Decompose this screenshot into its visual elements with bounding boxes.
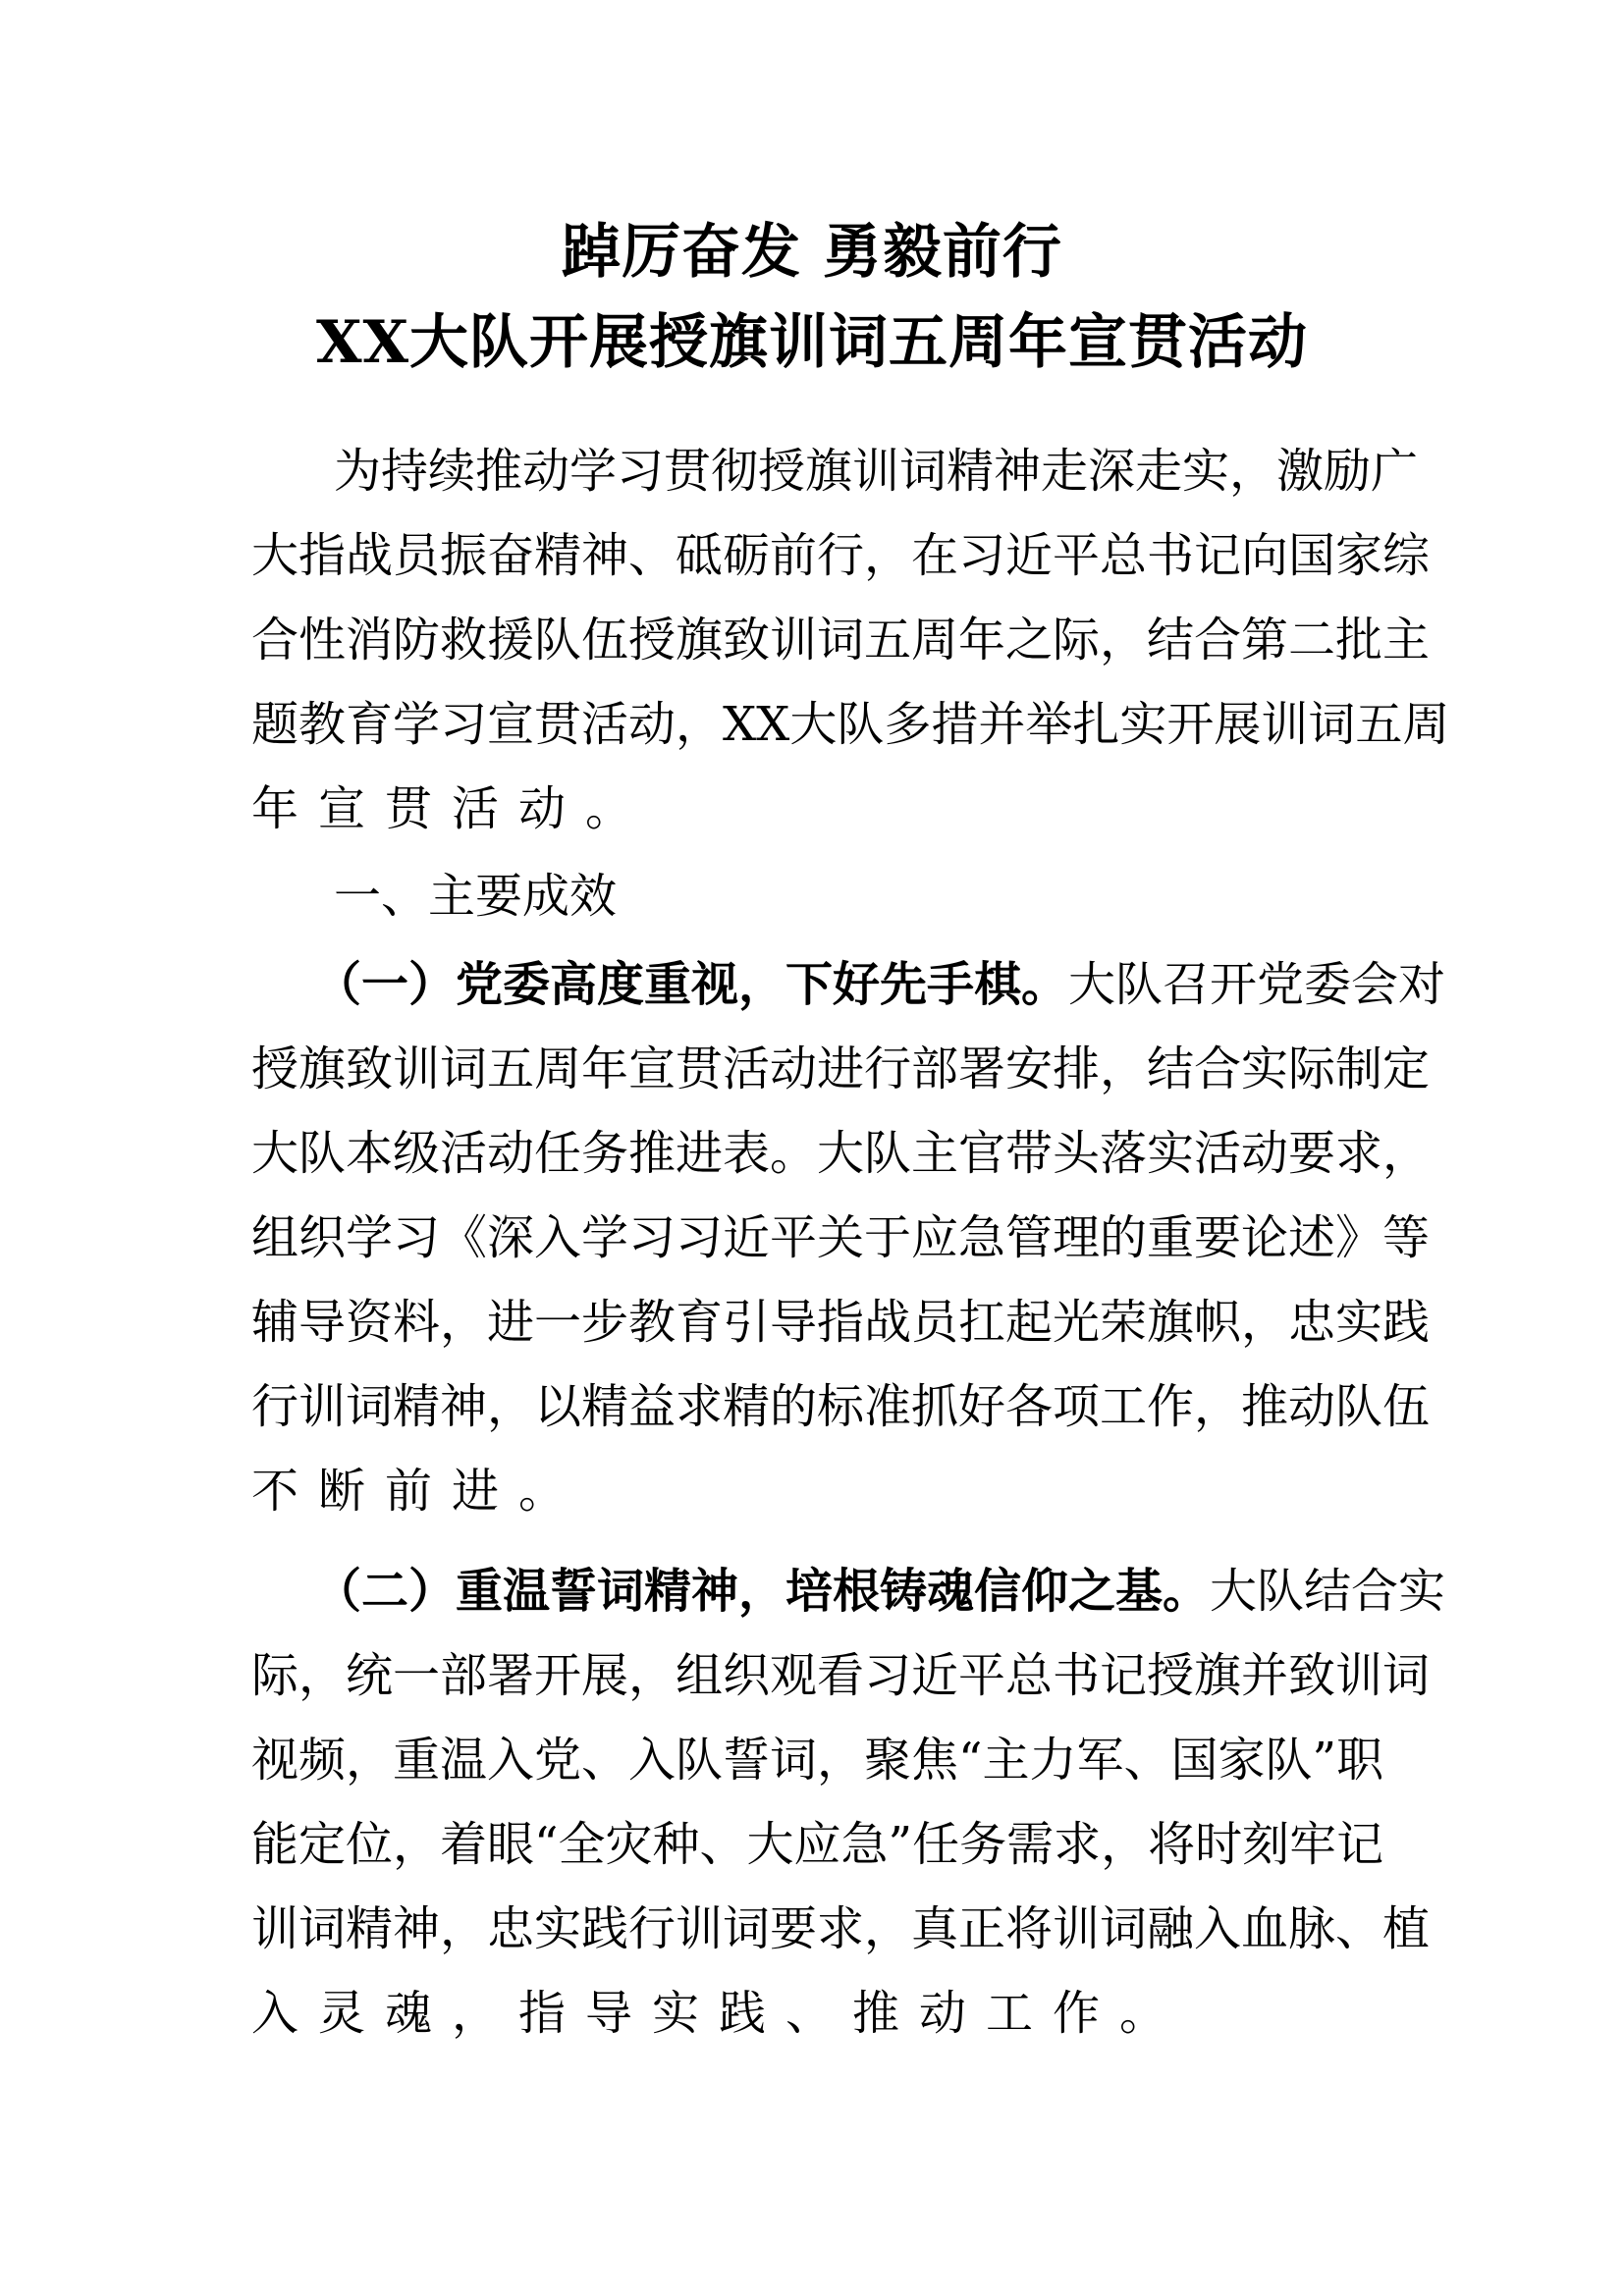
paragraph-line: 际，统一部署开展，组织观看习近平总书记授旗并致训词: [251, 1648, 1431, 1703]
paragraph-line: 行训词精神，以精益求精的标准抓好各项工作，推动队伍: [251, 1379, 1431, 1434]
paragraph-line: [314, 955, 1446, 1014]
paragraph-line: 合性消防救援队伍授旗致训词五周年之际，结合第二批主: [251, 613, 1431, 667]
paragraph-line: 题教育学习宣贯活动，XX大队多措并举扎实开展训词五周: [251, 697, 1450, 752]
paragraph-line: 组织学习《深入学习习近平关于应急管理的重要论述》等: [251, 1210, 1431, 1265]
paragraph-line: 辅导资料，进一步教育引导指战员扛起光荣旗帜，忠实践: [251, 1295, 1431, 1350]
paragraph-line: 能定位，着眼“全灾种、大应急”任务需求，将时刻牢记: [251, 1817, 1384, 1872]
document-title-line-1: 踔厉奋发 勇毅前行: [562, 218, 1062, 287]
item-2-text: 大队结合实: [1210, 1564, 1446, 1619]
item-1-text: 大队召开党委会对: [1068, 957, 1446, 1012]
section-heading: 一、主要成效: [334, 869, 618, 924]
item-1-lead: （一）党委高度重视，下好先手棋。: [314, 957, 1069, 1012]
paragraph-line: 授旗致训词五周年宣贯活动进行部署安排，结合实际制定: [251, 1041, 1431, 1096]
document-title-line-2: XX大队开展授旗训词五周年宣贯活动: [315, 308, 1309, 377]
paragraph-line: [314, 1562, 1446, 1621]
paragraph-line: 大队本级活动任务推进表。大队主官带头落实活动要求，: [251, 1126, 1431, 1181]
paragraph-line: 大指战员振奋精神、砥砺前行，在习近平总书记向国家综: [251, 528, 1431, 583]
item-2-lead: （二）重温誓词精神，培根铸魂信仰之基。: [314, 1564, 1211, 1619]
paragraph-line: 入灵魂，指导实践、推动工作。: [251, 1986, 1187, 2041]
paragraph-line: 视频，重温入党、入队誓词，聚焦“主力军、国家队”职: [251, 1733, 1384, 1788]
paragraph-line: 训词精神，忠实践行训词要求，真正将训词融入血脉、植: [251, 1901, 1431, 1956]
paragraph-line: 年宣贯活动。: [251, 781, 653, 836]
paragraph-line: 为持续推动学习贯彻授旗训词精神走深走实，激励广: [334, 444, 1419, 499]
paragraph-line: 不断前进。: [251, 1464, 586, 1519]
